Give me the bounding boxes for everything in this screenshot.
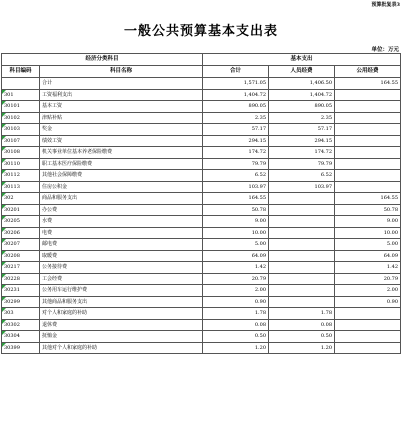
cell-name	[40, 135, 203, 147]
cell-personnel-text: 294.15	[314, 137, 333, 144]
cell-total-text: 10.00	[251, 229, 267, 236]
cell-name-text: 取暖费	[42, 252, 58, 259]
cell-public-text: 10.00	[383, 229, 399, 236]
green-corner-marker	[2, 216, 6, 220]
cell-personnel	[269, 204, 335, 216]
cell-personnel	[269, 262, 335, 274]
cell-code-text: 30304	[4, 333, 20, 339]
cell-name	[40, 227, 203, 239]
table-row	[2, 227, 401, 239]
cell-total-text: 50.78	[251, 206, 267, 213]
table-row	[2, 239, 401, 251]
cell-name-text: 电费	[42, 229, 53, 236]
cell-name	[40, 158, 203, 170]
cell-name	[40, 170, 203, 182]
header-total: 合计	[203, 66, 269, 78]
green-corner-marker	[2, 101, 6, 105]
cell-total-text: 1,404.72	[243, 91, 267, 98]
table-row	[2, 170, 401, 182]
cell-public	[335, 331, 401, 343]
cell-code-text: 30102	[4, 114, 20, 121]
cell-public-text: 1.42	[386, 264, 399, 270]
cell-code-text: 301	[4, 91, 14, 98]
cell-total	[203, 239, 269, 251]
cell-code-text: 30206	[4, 229, 20, 236]
cell-code-text: 30101	[4, 103, 20, 109]
cell-personnel	[269, 101, 335, 113]
cell-name	[40, 250, 203, 262]
cell-total	[203, 308, 269, 320]
cell-code-text: 30217	[4, 264, 20, 270]
cell-personnel-text: 1,404.72	[309, 91, 333, 98]
cell-name-text: 机关事业单位基本养老保险缴费	[42, 149, 113, 155]
cell-public	[335, 273, 401, 285]
green-corner-marker	[2, 159, 6, 163]
header-public: 公用经费	[335, 66, 401, 78]
unit-label: 单位：万元	[371, 47, 399, 53]
cell-name	[40, 112, 203, 124]
cell-code-text: 30103	[4, 126, 20, 132]
cell-name-text: 水费	[42, 218, 53, 224]
cell-total	[203, 170, 269, 182]
table-row	[2, 193, 401, 205]
green-corner-marker	[2, 297, 6, 301]
cell-total	[203, 89, 269, 101]
cell-personnel	[269, 308, 335, 320]
cell-personnel-text: 0.08	[320, 321, 333, 328]
table-row	[2, 285, 401, 297]
cell-code-text: 30113	[4, 183, 20, 190]
green-corner-marker	[2, 228, 6, 232]
cell-personnel	[269, 273, 335, 285]
green-corner-marker	[2, 113, 6, 117]
cell-name	[40, 181, 203, 193]
cell-code-text: 30110	[4, 160, 20, 167]
cell-total	[203, 250, 269, 262]
cell-public-text: 20.79	[383, 275, 399, 282]
cell-code	[2, 227, 40, 239]
cell-total-text: 79.79	[251, 160, 267, 167]
cell-total	[203, 319, 269, 331]
header-economic-category: 经济分类科目	[2, 54, 203, 66]
cell-public	[335, 135, 401, 147]
cell-name	[40, 78, 203, 90]
cell-code-text: 303	[4, 310, 14, 316]
cell-name	[40, 273, 203, 285]
header-group-row	[2, 54, 401, 66]
cell-code	[2, 89, 40, 101]
cell-total-text: 0.50	[254, 333, 267, 339]
cell-code	[2, 101, 40, 113]
header-personnel: 人员经费	[269, 66, 335, 78]
cell-name	[40, 147, 203, 159]
cell-total-text: 0.08	[254, 321, 267, 328]
cell-name	[40, 319, 203, 331]
cell-name-text: 对个人和家庭的补助	[42, 310, 88, 316]
cell-personnel-text: 1.20	[320, 344, 333, 351]
cell-personnel-text: 79.79	[317, 160, 333, 167]
cell-code	[2, 308, 40, 320]
cell-public	[335, 147, 401, 159]
cell-total	[203, 273, 269, 285]
cell-total-text: 1.78	[254, 310, 267, 316]
cell-total	[203, 331, 269, 343]
table-row	[2, 342, 401, 354]
cell-total	[203, 204, 269, 216]
cell-total-text: 890.05	[248, 103, 267, 109]
cell-name-text: 合计	[42, 80, 53, 86]
cell-name-text: 职工基本医疗保险缴费	[42, 160, 93, 167]
cell-total	[203, 147, 269, 159]
cell-personnel	[269, 78, 335, 90]
cell-code	[2, 216, 40, 228]
green-corner-marker	[2, 285, 6, 289]
cell-personnel	[269, 170, 335, 182]
green-corner-marker	[2, 320, 6, 324]
cell-public	[335, 216, 401, 228]
cell-total-text: 64.09	[251, 252, 267, 259]
cell-name	[40, 342, 203, 354]
table-row	[2, 101, 401, 113]
cell-public	[335, 227, 401, 239]
table-row	[2, 204, 401, 216]
cell-personnel	[269, 216, 335, 228]
cell-public-text: 9.00	[386, 218, 399, 224]
cell-total	[203, 216, 269, 228]
table-row	[2, 262, 401, 274]
table-row	[2, 124, 401, 136]
cell-total-text: 5.00	[254, 241, 267, 247]
cell-public-text: 2.00	[386, 287, 399, 293]
budget-table	[1, 53, 401, 354]
cell-code-text: 30205	[4, 218, 20, 224]
green-corner-marker	[2, 205, 6, 209]
cell-personnel	[269, 135, 335, 147]
cell-personnel	[269, 342, 335, 354]
cell-name-text: 公务用车运行维护费	[42, 287, 88, 293]
cell-name	[40, 331, 203, 343]
cell-total	[203, 112, 269, 124]
cell-name	[40, 262, 203, 274]
cell-public	[335, 101, 401, 113]
cell-code	[2, 250, 40, 262]
cell-name	[40, 216, 203, 228]
cell-code	[2, 331, 40, 343]
header-name: 科目名称	[40, 66, 203, 78]
cell-public	[335, 78, 401, 90]
cell-public	[335, 112, 401, 124]
green-corner-marker	[2, 251, 6, 255]
cell-name	[40, 193, 203, 205]
green-corner-marker	[2, 308, 6, 312]
header-basic-expenditure: 基本支出	[203, 54, 401, 66]
green-corner-marker	[2, 343, 6, 347]
table-row	[2, 308, 401, 320]
cell-name-text: 抚恤金	[42, 333, 58, 339]
cell-name	[40, 296, 203, 308]
cell-name-text: 退休费	[42, 321, 58, 328]
cell-personnel-text: 174.72	[314, 149, 333, 155]
table-row	[2, 250, 401, 262]
cell-public	[335, 170, 401, 182]
cell-personnel	[269, 112, 335, 124]
cell-public-text: 164.55	[380, 195, 399, 201]
cell-public-text: 50.78	[383, 206, 399, 213]
cell-personnel	[269, 285, 335, 297]
green-corner-marker	[2, 136, 6, 140]
cell-public	[335, 239, 401, 251]
cell-total	[203, 181, 269, 193]
cell-code	[2, 135, 40, 147]
cell-name-text: 邮电费	[42, 241, 58, 247]
green-corner-marker	[2, 239, 6, 243]
cell-public-text: 64.09	[383, 252, 399, 259]
cell-total-text: 1,571.05	[243, 80, 267, 86]
cell-code-text: 30208	[4, 252, 20, 259]
cell-total	[203, 78, 269, 90]
cell-total	[203, 227, 269, 239]
cell-total-text: 2.00	[254, 287, 267, 293]
cell-personnel	[269, 250, 335, 262]
cell-code-text: 30108	[4, 149, 20, 155]
table-row	[2, 147, 401, 159]
green-corner-marker	[2, 331, 6, 335]
cell-total-text: 164.55	[248, 195, 267, 201]
cell-code	[2, 147, 40, 159]
cell-personnel	[269, 124, 335, 136]
cell-personnel	[269, 227, 335, 239]
cell-public	[335, 319, 401, 331]
cell-public	[335, 296, 401, 308]
cell-code-text: 30207	[4, 241, 20, 247]
cell-personnel	[269, 239, 335, 251]
cell-code-text: 30228	[4, 275, 20, 282]
cell-personnel	[269, 147, 335, 159]
cell-total-text: 9.00	[254, 218, 267, 224]
cell-total	[203, 262, 269, 274]
cell-name-text: 住房公积金	[42, 183, 68, 190]
cell-total	[203, 101, 269, 113]
cell-name-text: 工会经费	[42, 275, 63, 282]
header-column-row	[2, 66, 401, 78]
cell-code	[2, 296, 40, 308]
cell-code	[2, 181, 40, 193]
cell-personnel-text: 890.05	[314, 103, 333, 109]
cell-public	[335, 181, 401, 193]
cell-code-text: 30302	[4, 321, 20, 328]
cell-personnel	[269, 193, 335, 205]
table-row	[2, 89, 401, 101]
cell-name-text: 办公费	[42, 206, 58, 213]
header-code: 科目编码	[2, 66, 40, 78]
cell-personnel	[269, 158, 335, 170]
cell-code-text: 30299	[4, 298, 20, 305]
cell-personnel-text: 2.35	[320, 114, 333, 121]
cell-code	[2, 239, 40, 251]
cell-personnel-text: 57.17	[317, 126, 333, 132]
cell-code-text: 302	[4, 195, 14, 201]
cell-total-text: 6.52	[254, 172, 267, 178]
cell-total	[203, 285, 269, 297]
cell-personnel-text: 103.97	[314, 183, 333, 190]
cell-name-text: 奖金	[42, 126, 53, 132]
cell-name	[40, 204, 203, 216]
cell-public	[335, 204, 401, 216]
cell-total	[203, 124, 269, 136]
cell-total-text: 1.42	[254, 264, 267, 270]
cell-name	[40, 308, 203, 320]
cell-public-text: 0.90	[386, 298, 399, 305]
cell-personnel-text: 1,406.50	[309, 80, 333, 86]
cell-public	[335, 308, 401, 320]
cell-public	[335, 158, 401, 170]
cell-total-text: 103.97	[248, 183, 267, 190]
table-row	[2, 158, 401, 170]
cell-public	[335, 193, 401, 205]
cell-code-text: 30201	[4, 206, 20, 213]
cell-name-text: 商品和服务支出	[42, 195, 78, 201]
cell-name-text: 绩效工资	[42, 137, 63, 144]
green-corner-marker	[2, 182, 6, 186]
table-body	[2, 78, 401, 354]
green-corner-marker	[2, 90, 6, 94]
cell-personnel-text: 0.50	[320, 333, 333, 339]
cell-name-text: 工资福利支出	[42, 91, 73, 98]
cell-total	[203, 342, 269, 354]
cell-total-text: 57.17	[251, 126, 267, 132]
cell-code	[2, 193, 40, 205]
cell-public	[335, 124, 401, 136]
cell-personnel	[269, 89, 335, 101]
cell-code-text: 30112	[4, 172, 20, 178]
cell-name	[40, 101, 203, 113]
cell-name-text: 津贴补贴	[42, 114, 63, 121]
cell-personnel	[269, 296, 335, 308]
cell-code	[2, 273, 40, 285]
table-row	[2, 216, 401, 228]
cell-personnel	[269, 319, 335, 331]
cell-name	[40, 124, 203, 136]
cell-code	[2, 204, 40, 216]
green-corner-marker	[2, 170, 6, 174]
cell-total-text: 2.35	[254, 114, 267, 121]
cell-personnel	[269, 331, 335, 343]
green-corner-marker	[2, 124, 6, 128]
cell-total-text: 1.20	[254, 344, 267, 351]
cell-name-text: 公务接待费	[42, 264, 68, 270]
cell-total	[203, 158, 269, 170]
cell-code	[2, 319, 40, 331]
cell-name	[40, 239, 203, 251]
cell-total	[203, 135, 269, 147]
cell-name-text: 其他社会保障缴费	[42, 172, 83, 178]
cell-total-text: 0.90	[254, 298, 267, 305]
cell-public-text: 164.55	[380, 80, 399, 86]
green-corner-marker	[2, 262, 6, 266]
cell-public-text: 5.00	[386, 241, 399, 247]
page-title: 一般公共预算基本支出表	[123, 24, 278, 39]
cell-code-text: 30231	[4, 287, 20, 293]
cell-total-text: 20.79	[251, 275, 267, 282]
cell-total-text: 294.15	[248, 137, 267, 144]
cell-name-text: 基本工资	[42, 103, 63, 109]
green-corner-marker	[2, 147, 6, 151]
table-row	[2, 296, 401, 308]
cell-personnel-text: 1.78	[320, 310, 333, 316]
table-row	[2, 181, 401, 193]
green-corner-marker	[2, 274, 6, 278]
table-row	[2, 331, 401, 343]
cell-personnel-text: 6.52	[320, 172, 333, 178]
cell-code	[2, 78, 40, 90]
report-number-label: 预算批复表3	[371, 2, 400, 8]
cell-code-text: 30399	[4, 344, 20, 351]
table-row	[2, 135, 401, 147]
cell-public	[335, 89, 401, 101]
cell-name-text: 其他对个人和家庭的补助	[42, 344, 98, 351]
cell-personnel	[269, 181, 335, 193]
cell-code	[2, 124, 40, 136]
cell-code	[2, 158, 40, 170]
cell-name-text: 其他商品和服务支出	[42, 298, 88, 305]
table-row	[2, 78, 401, 90]
cell-total	[203, 296, 269, 308]
cell-public	[335, 342, 401, 354]
cell-name	[40, 89, 203, 101]
cell-public	[335, 285, 401, 297]
cell-code	[2, 112, 40, 124]
cell-code	[2, 285, 40, 297]
cell-name	[40, 285, 203, 297]
green-corner-marker	[2, 193, 6, 197]
cell-code	[2, 262, 40, 274]
cell-public	[335, 250, 401, 262]
cell-total-text: 174.72	[248, 149, 267, 155]
cell-code-text: 30107	[4, 137, 20, 144]
cell-public	[335, 262, 401, 274]
cell-code	[2, 342, 40, 354]
table-row	[2, 273, 401, 285]
table-row	[2, 319, 401, 331]
table-row	[2, 112, 401, 124]
cell-code	[2, 170, 40, 182]
cell-total	[203, 193, 269, 205]
